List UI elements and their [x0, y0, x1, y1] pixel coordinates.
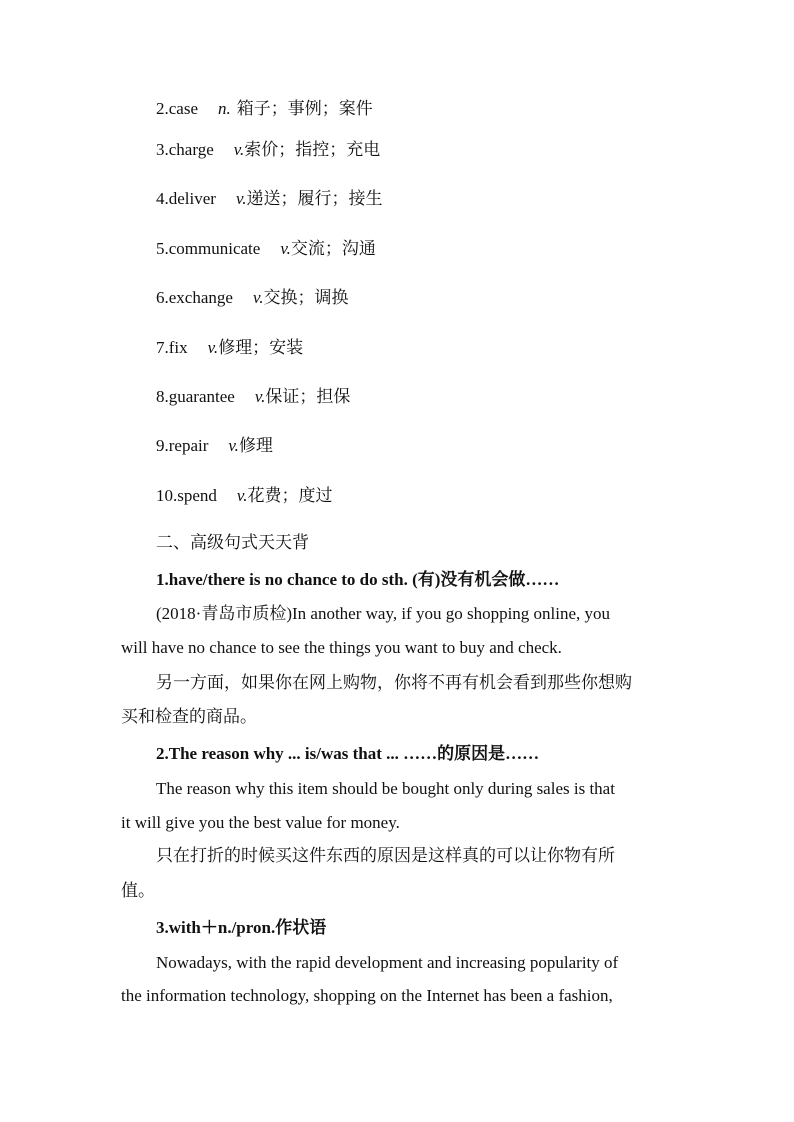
pattern-example-en-line: Nowadays, with the rapid development and increasing popularity of — [156, 953, 619, 972]
vocab-item — [156, 337, 303, 359]
vocab-pos: v. — [235, 189, 247, 208]
vocab-word: 8.guarantee — [156, 387, 235, 406]
vocab-word: 4.deliver — [156, 189, 216, 208]
vocab-pos: v. — [233, 140, 245, 159]
vocab-meaning: 交换；调换 — [263, 288, 349, 307]
vocab-word: 3.charge — [156, 140, 214, 159]
vocab-pos: v. — [236, 486, 248, 505]
vocab-item — [156, 287, 348, 309]
vocab-meaning: 递送；履行；接生 — [246, 189, 383, 208]
vocab-pos: v. — [207, 338, 219, 357]
pattern-example-en-line: it will give you the best value for money. — [121, 813, 400, 832]
vocab-word: 9.repair — [156, 436, 209, 455]
section-heading: 二、高级句式天天背 — [156, 533, 309, 552]
vocab-meaning: 箱子；事例；案件 — [236, 99, 373, 118]
vocab-item — [156, 386, 350, 408]
vocab-meaning: 修理；安装 — [218, 338, 304, 357]
pattern-title: 2.The reason why ... is/was that ... ……的原因是…… — [156, 744, 540, 763]
pattern-example-zh-line: 另一方面，如果你在网上购物，你将不再有机会看到那些你想购 — [156, 673, 632, 692]
vocab-pos: v. — [252, 288, 264, 307]
pattern-title: 3.with＋n./pron.作状语 — [156, 918, 327, 937]
vocab-word: 6.exchange — [156, 288, 233, 307]
vocab-pos: n. — [218, 99, 231, 118]
pattern-example-en-line: The reason why this item should be bought only during sales is that — [156, 779, 615, 798]
vocab-item — [156, 98, 373, 120]
pattern-example-zh-line: 值。 — [121, 881, 155, 900]
vocab-meaning: 花费；度过 — [247, 486, 333, 505]
vocab-word: 5.communicate — [156, 239, 261, 258]
pattern-example-zh-line: 买和检查的商品。 — [121, 707, 257, 726]
pattern-example-en-line: will have no chance to see the things you want to buy and check. — [121, 638, 562, 657]
vocab-item — [156, 188, 383, 210]
pattern-example-en-line: (2018·青岛市质检)In another way, if you go shopping online, you — [156, 604, 611, 623]
pattern-example-zh-line: 只在打折的时候买这件东西的原因是这样真的可以让你物有所 — [156, 846, 615, 865]
pattern-example-en-line: the information technology, shopping on the Internet has been a fashion, — [121, 986, 613, 1005]
vocab-item — [156, 485, 332, 507]
vocab-meaning: 修理 — [238, 436, 273, 455]
vocab-pos: v. — [280, 239, 291, 258]
vocab-word: 2.case — [156, 99, 199, 118]
vocab-item — [156, 139, 380, 161]
vocab-word: 10.spend — [156, 486, 217, 505]
vocab-pos: v. — [254, 387, 266, 406]
vocab-pos: v. — [228, 436, 239, 455]
vocab-item — [156, 238, 376, 260]
pattern-title: 1.have/there is no chance to do sth. (有)没有机会做…… — [156, 570, 560, 589]
vocab-word: 7.fix — [156, 338, 188, 357]
vocab-item — [156, 435, 273, 457]
vocab-meaning: 保证；担保 — [265, 387, 351, 406]
vocab-meaning: 交流；沟通 — [290, 239, 376, 258]
vocab-meaning: 索价；指控；充电 — [244, 140, 381, 159]
